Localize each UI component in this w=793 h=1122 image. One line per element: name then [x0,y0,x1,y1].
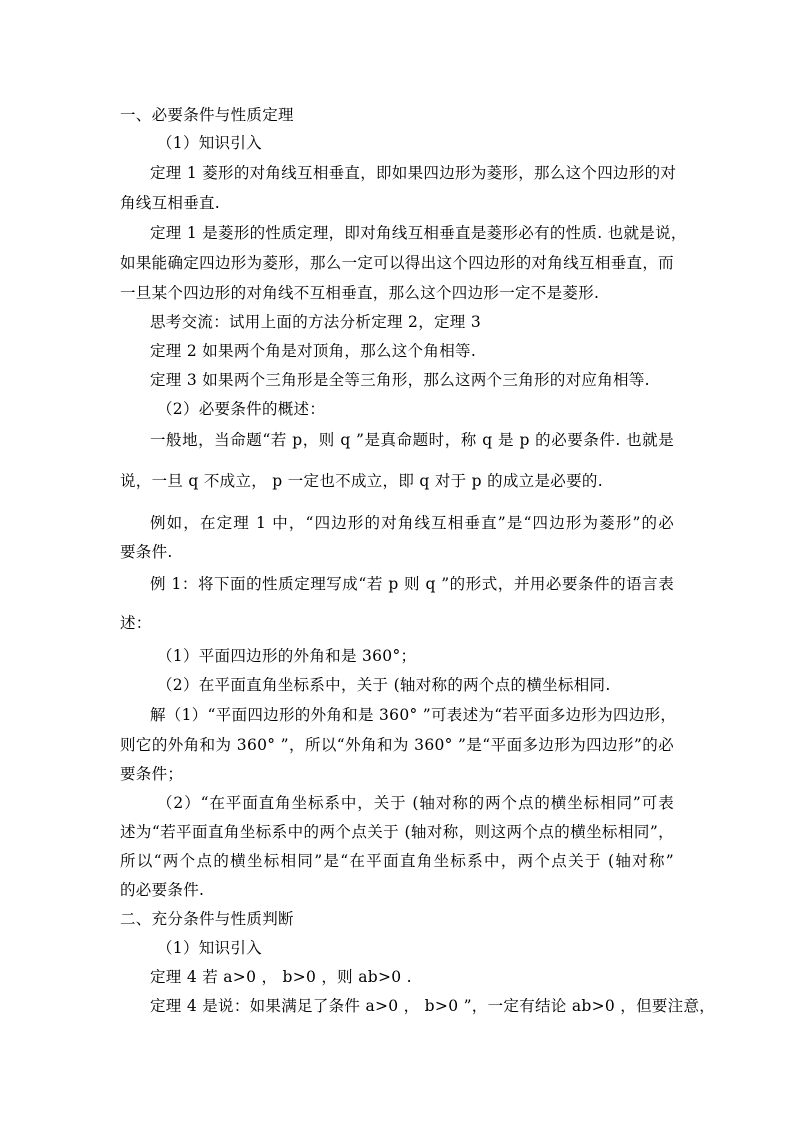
paragraph-line: 解（1）“平面四边形的外角和是 360° ”可表述为“若平面多边形为四边形， [150,706,677,724]
paragraph-line: 例 1：将下面的性质定理写成“若 p 则 q ”的形式，并用必要条件的语言表 [150,575,674,593]
paragraph-line: （2）“在平面直角坐标系中，关于 (轴对称的两个点的横坐标相同”可表 [157,794,674,812]
paragraph-line: 例如，在定理 1 中，“四边形的对角线互相垂直”是“四边形为菱形”的必 [150,514,674,532]
paragraph-line: 所以“两个点的横坐标相同”是“在平面直角坐标系中，两个点关于 (轴对称” [120,852,674,870]
paragraph-line: 如果能确定四边形为菱形，那么一定可以得出这个四边形的对角线互相垂直，而 [120,254,674,272]
subsection-heading: （1）知识引入 [157,939,262,957]
paragraph-line: 一般地，当命题“若 p，则 q ”是真命题时，称 q 是 p 的必要条件. 也就是 [150,431,674,449]
subsection-heading: （2）必要条件的概述： [157,400,326,418]
paragraph-line: 角线互相垂直. [120,194,221,212]
paragraph-line: 定理 2 如果两个角是对顶角，那么这个角相等. [150,342,477,360]
list-item: （2）在平面直角坐标系中，关于 (轴对称的两个点的横坐标相同. [157,676,611,694]
paragraph-line: 定理 1 是菱形的性质定理，即对角线互相垂直是菱形必有的性质. 也就是说， [150,224,687,242]
paragraph-line: 的必要条件. [120,881,205,899]
paragraph-line: 述为“若平面直角坐标系中的两个点关于 (轴对称，则这两个点的横坐标相同”， [120,823,674,841]
paragraph-line: 说，一旦 q 不成立， p 一定也不成立，即 q 对于 p 的成立是必要的. [120,472,603,490]
paragraph-line: 定理 4 若 a>0 ， b>0 ，则 ab>0 . [150,968,412,986]
section-heading-2: 二、充分条件与性质判断 [120,910,294,928]
paragraph-line: 定理 3 如果两个三角形是全等三角形，那么这两个三角形的对应角相等. [150,371,650,389]
list-item: （1）平面四边形的外角和是 360°； [157,647,417,665]
paragraph-line: 定理 1 菱形的对角线互相垂直，即如果四边形为菱形，那么这个四边形的对 [150,164,677,182]
paragraph-line: 述： [120,614,152,632]
paragraph-line: 要条件； [120,765,184,783]
paragraph-line: 则它的外角和为 360° ”，所以“外角和为 360° ”是“平面多边形为四边形”的必 [120,736,674,754]
paragraph-line: 一旦某个四边形的对角线不互相垂直，那么这个四边形一定不是菱形. [120,284,600,302]
subsection-heading: （1）知识引入 [157,134,262,152]
section-heading-1: 一、必要条件与性质定理 [120,106,294,124]
paragraph-line: 要条件. [120,543,173,561]
paragraph-line: 定理 4 是说：如果满足了条件 a>0 ， b>0 ”，一定有结论 ab>0 ，但要注意， [150,997,716,1015]
paragraph-line: 思考交流：试用上面的方法分析定理 2，定理 3 [150,313,481,331]
